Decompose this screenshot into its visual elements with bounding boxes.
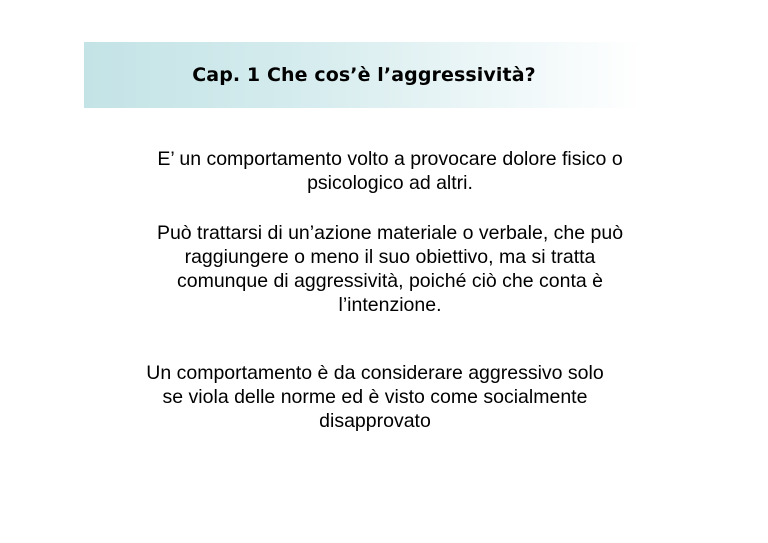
title-banner: [84, 42, 644, 108]
paragraph-line: Può trattarsi di un’azione materiale o verbale, che può: [156, 222, 624, 244]
paragraph-line: raggiungere o meno il suo obiettivo, ma si tratta: [184, 246, 596, 268]
paragraph-norms: [110, 361, 640, 433]
paragraph-line: comunque di aggressività, poiché ciò che conta è: [176, 270, 603, 292]
paragraph-line: E’ un comportamento volto a provocare dolore fisico o: [157, 148, 623, 170]
paragraph-line: disapprovato: [319, 410, 431, 432]
paragraph-intention: [110, 221, 670, 317]
paragraph-line: se viola delle norme ed è visto come socialmente: [162, 386, 588, 408]
paragraph-line: Un comportamento è da considerare aggressivo solo: [146, 362, 604, 384]
slide-title: Cap. 1 Che cos’è l’aggressività?: [192, 64, 536, 86]
paragraph-definition: [110, 147, 670, 195]
paragraph-line: l’intenzione.: [338, 294, 442, 316]
paragraph-line: psicologico ad altri.: [307, 172, 473, 194]
